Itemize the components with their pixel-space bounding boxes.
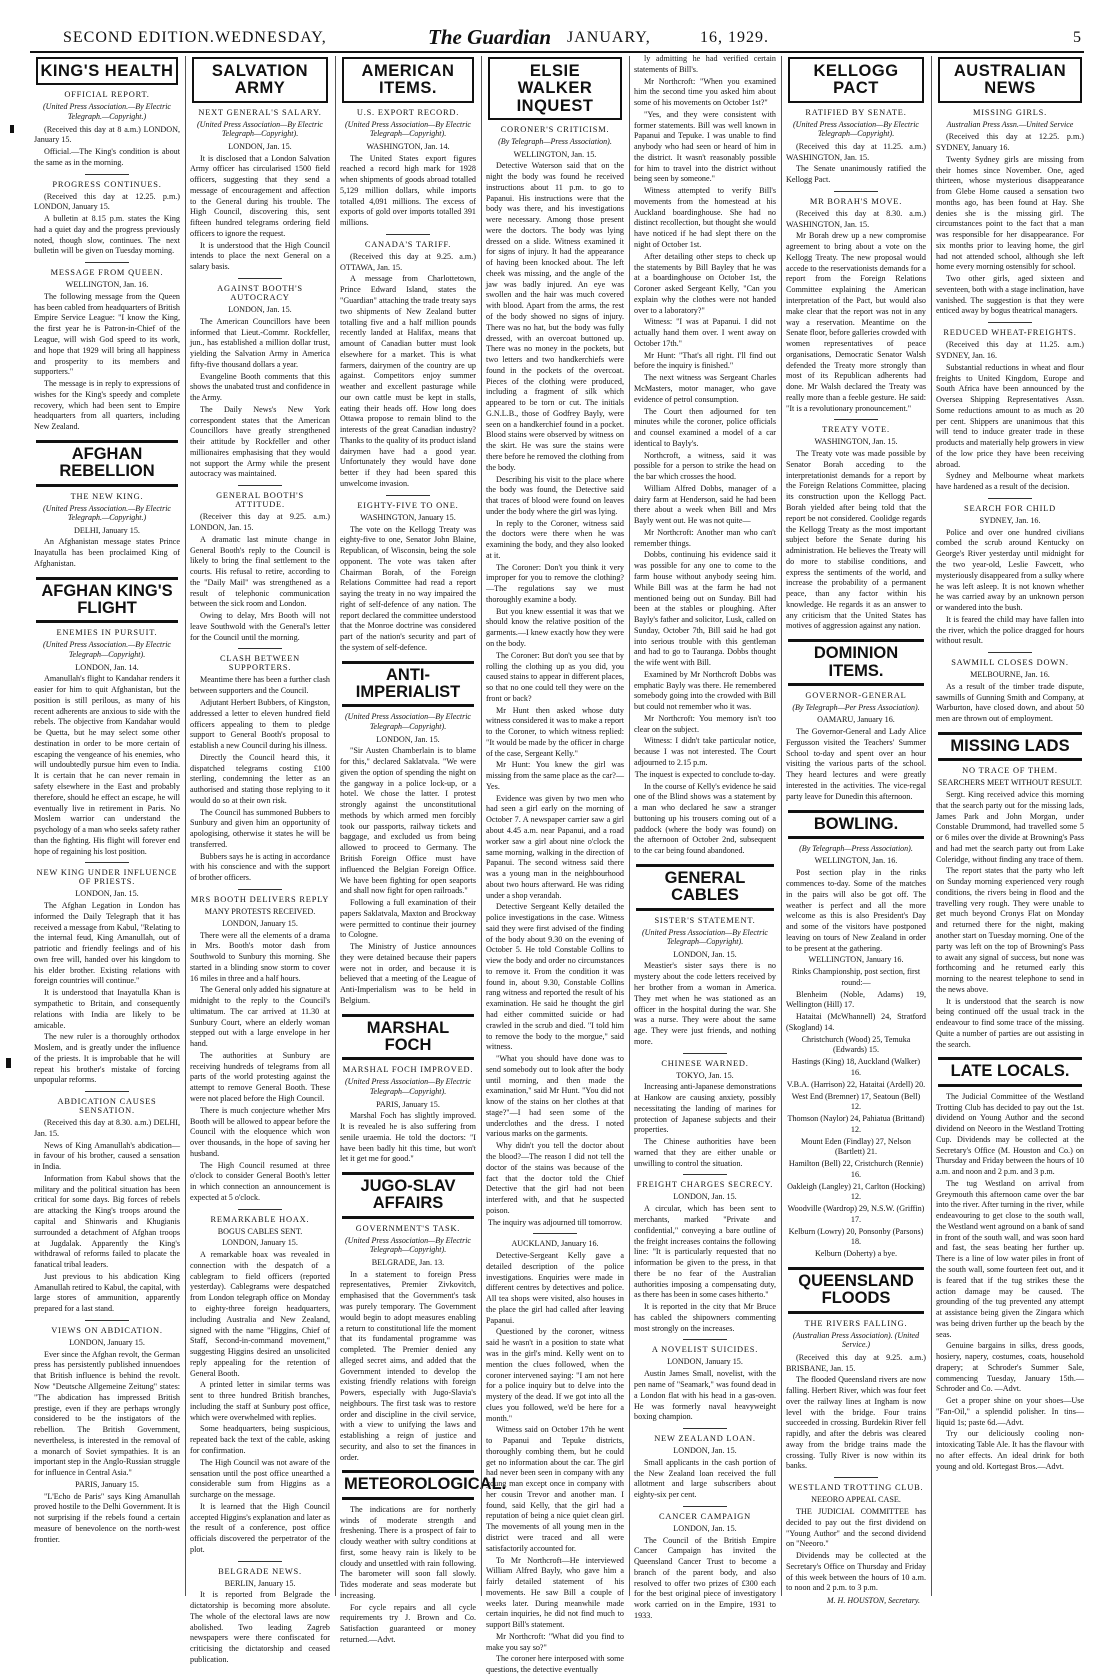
section-headline: BOWLING. <box>788 810 924 839</box>
article-paragraph: Sergt. King received advice this morning that the search party out for the missing lads, James Park and John Morgan, under Constable Drummond, had travelled some 5 or 6 miles over the divide at Browning's Pass and had met the search party out from Lake Coleridge, without finding any trace of them. <box>936 790 1084 864</box>
section-subheading: SAWMILL CLOSES DOWN. <box>951 658 1069 668</box>
article-paragraph: The Treaty vote was made possible by Senator Borah acceding to the interpretationist demands for a report by the Foreign Relations Committee, placing its construction upon the Kellogg Pact. Borah yielded after being told that the report be not considered. Coolidge regards the Kellogg Treaty as the most important subject before the Senate during his administration. He believes the Treaty will do more to stabilise conditions, and express the sentiments of the world, and increase the probability of a permanent peace, than any factor within his knowledge. He regards it as an answer to any criticism that the United States has motives of aggression against any nation. <box>786 449 926 631</box>
news-column <box>782 54 930 1606</box>
article-paragraph: (Received this day at 9.25. a.m.) BRISBANE, Jan. 15. <box>786 1352 926 1373</box>
dateline: LONDON, Jan. 15. <box>673 1523 737 1533</box>
section-subheading: MRS BOOTH DELIVERS REPLY <box>190 894 330 904</box>
wire-credit: (United Press Association.—By Electric Telegraph.—Copyright.) <box>43 102 171 121</box>
article-paragraph: Examined by Mr Northcroft Dobbs was emphatic Bayly was there. He remembered somebody going into the crowded with Bill but could not remember who it was. <box>634 669 776 712</box>
article-paragraph: The Court then adjourned for ten minutes while the coroner, police officials and counsel examined a model of a car identical to Bayly's. <box>634 406 776 448</box>
wire-credit: (United Press Association—By Electric Telegraph—Copyright). <box>345 119 471 139</box>
article-paragraph: Amanullah's flight to Kandahar renders it easier for him to quit Afghanistan, but the position is still perilous, as many of his recent adherents are anxious to side with the rebels. The objective from Kandahar would be Quetta, but he may select some other destination in order to be more certain of escaping the vengeance of his enemies, who will undoubtedly pursue him even to India. It is certain that he can never remain in safety elsewhere in the East and probably therefore, should he effect an escape, he will eventually live in retirement in Paris. No Moslem warrior can understand the psychology of a man who seeks safety rather than the fighting. His flight will forever end hope of regaining his lost position. <box>34 674 180 856</box>
article-paragraph: Mr Hunt: "That's all right. I'll find out before the inquiry is finished." <box>634 350 776 371</box>
article-paragraph: (Received this day at 11.25. a.m.) SYDNEY, Jan. 16. <box>936 340 1084 360</box>
section-subheading: THE RIVERS FALLING. <box>804 1318 908 1328</box>
section-subheading: NEW KING UNDER INFLUENCE OF PRIESTS. <box>36 868 178 887</box>
article-paragraph: In reply to the Coroner, witness said the doctors were there when he was examining the body, and they also looked at it. <box>486 518 624 560</box>
article-paragraph: Detective Sergeant Kelly detailed the police investigations in the case. Witness said they were first advised of the finding of the body about 9.30 on the evening of October 5. He told Constable Collins to view the body and order no circumstances to remove it. From the condition it was found in, about 9.30, Constable Collins rang witness and reported the result of his examination. He said he thought the girl had either committed suicide or had crawled in the scrub and died. "I told him to remove the body to the morgue," said witness. <box>486 902 624 1052</box>
article-paragraph: Two other girls, aged sixteen and seventeen, both with a stage inclination, have vanished. The suggestion is that they were enticed away by bogus theatrical managers. <box>936 274 1084 316</box>
section-subheading: VIEWS ON ABDICATION. <box>51 1325 163 1335</box>
dateline: LONDON, Jan. 15. <box>376 734 440 744</box>
wire-credit: Australian Press Assn.—United Service <box>946 119 1074 129</box>
section-headline: AFGHAN REBELLION <box>36 440 178 487</box>
article-paragraph: It is understood that Inayatulla Khan is sympathetic to Britain, and consequently relations with India are likely to be amicable. <box>34 988 180 1030</box>
article-paragraph: Blenheim (Noble, Adams) 19, Wellington (Hill) 17. <box>786 989 926 1010</box>
dateline: NEEORO APPEAL CASE. <box>811 1495 901 1505</box>
article-paragraph: Just previous to his abdication King Amanullah retired to Kabul, the capital, with large stores of ammunition, apparently prepared for a last stand. <box>34 1271 180 1314</box>
section-divider <box>683 1339 727 1340</box>
section-subheading: EIGHTY-FIVE TO ONE. <box>357 500 459 510</box>
article-paragraph: Information from Kabul shows that the military and the political situation has been critical for some days. Big forces of rebels are attacking the King's troops around the capital and Shinwaris and Khugianis surrounded a detachment of Afghan troops at Jugdalak. Apparently the King's withdrawal of reforms failed to placate the fanatical tribal leaders. <box>34 1173 180 1270</box>
wire-credit: (United Press Association—By Electric Telegraph—Copyright). <box>793 119 919 139</box>
article-paragraph: Official.—The King's condition is about the same as in the morning. <box>34 147 180 167</box>
article-paragraph: Witness said on October 17th he went to Papanui and Tepuke districts, thoroughly combing them, but he could get no information about the car. The girl had never been seen in company with any young man except once in company with her cousin Trevor and another man. I found, said Kelly, that the girl had a reputation of being a nice quiet clean girl. The movements of all young men in the district were traced and all were satisfactorily accounted for. <box>486 1425 624 1553</box>
dateline: Hamilton (Bell) 22, Cristchurch (Rennie) 16. <box>788 1159 924 1179</box>
article-paragraph: As a result of the timber trade dispute, sawmills of Gunning Smith and Company, at Warburton, have closed down, and about 50 men are thrown out of employment. <box>936 681 1084 724</box>
article-paragraph: Mr Northcroft: "When you examined him the second time you asked him about some of his movements on October 1st?" <box>634 76 776 108</box>
article-paragraph: Get a proper shine on your shoes—Use "Fan-Oil," a splendid polisher. In tins—liquid 1s; paste 6d.—Advt. <box>936 1396 1084 1427</box>
dateline: WASHINGTON, January 15. <box>360 512 456 522</box>
article-paragraph: An Afghanistan message states Prince Inayatulla has been proclaimed King of Afghanistan. <box>34 537 180 568</box>
article-paragraph: Mr Hunt: You knew the girl was missing from the same place as the car?—Yes. <box>486 760 624 791</box>
article-paragraph: For cycle repairs and all cycle requirements try J. Brown and Co. Satisfaction guaranteed or money returned.—Advt. <box>340 1602 476 1644</box>
dateline: LONDON, January 15. <box>69 1337 145 1347</box>
dateline: MANY PROTESTS RECEIVED. <box>204 906 316 916</box>
section-subheading: MISSING GIRLS. <box>972 107 1048 117</box>
dateline: Hastings (King) 18, Auckland (Walker) 16. <box>791 1057 921 1077</box>
section-subheading: CORONER'S CRITICISM. <box>500 124 610 134</box>
article-paragraph: Ever since the Afghan revolt, the German press has persistently published innuendoes that British influence is behind the revolt. Now "Deutsche Allgemeine Zeitung" states: "The abdication has impressed British prestige, even if they are perhaps wrongly considered to be the instigators of the rebellion. The British Government, nevertheless, is interested in the removal of a monarch of Soviet sympathies. It is an important step in the Anglo-Russian struggle for influence in Central Asia." <box>34 1349 180 1478</box>
article-paragraph: The following message from the Queen has been cabled from headquarters of British Empire Service League: "I know the King, the first year he is Patron-in-Chief of the League, will wish God speed to its work, and hope that 1929 will bring all happiness and prosperity to its members and supporters." <box>34 291 180 377</box>
article-paragraph: The message is in reply to expressions of wishes for the King's speedy and complete recovery, which had been sent to Empire headquarters from all quarters, including New Zealand. <box>34 379 180 432</box>
section-headline: DOMINION ITEMS. <box>788 639 924 686</box>
section-divider <box>683 1506 727 1507</box>
article-paragraph: Northcroft, a witness, said it was possible for a person to strike the head on the bar which crosses the hood. <box>634 450 776 482</box>
section-subheading: NO TRACE OF THEM. <box>962 766 1058 776</box>
month-label: JANUARY, <box>567 29 651 46</box>
section-subheading: REDUCED WHEAT-FREIGHTS. <box>943 328 1077 338</box>
dateline: OAMARU, January 16. <box>817 715 895 725</box>
dateline: PARIS, January 15. <box>376 1099 440 1109</box>
article-paragraph: The indications are for northerly winds of moderate strength and freshening. There is a prospect of fair to cloudy weather with sultry conditions at first, some heavy rain is likely to be cloudy and unsettled with rain following. The barometer will soon fall slowly. Tides moderate and seas moderate but increasing. <box>340 1504 476 1600</box>
article-paragraph: "Yes, and they were consistent with former statements. Bill was well known in Papanui and Tepuke. I was unable to find anybody who had seen or heard of him in the district. It wasn't reasonably possible for him to travel into the district without being seen by someone." <box>634 109 776 184</box>
news-column <box>482 54 628 1675</box>
section-headline: JUGO-SLAV AFFAIRS <box>342 1172 474 1219</box>
article-paragraph: It is understood that the search is now being continued off the usual track in the endeavour to find some trace of the missing. Quite a number of parties are out assisting in the search. <box>936 996 1084 1049</box>
article-paragraph: Witness: I didn't take particular notice, because I was not interested. The Court adjourned to 2.15 p.m. <box>634 736 776 767</box>
article-paragraph: Increasing anti-Japanese demonstrations at Hankow are causing anxiety, possibly necessitating the landing of marines for protection of Japanese subjects and their properties. <box>634 1082 776 1135</box>
article-paragraph: Owing to delay, Mrs Booth will not leave Southwold with the General's letter for the Council until the morning. <box>190 611 330 642</box>
article-paragraph: The Governor-General and Lady Alice Fergusson visited the Teachers' Summer School to-day and spent over an hour visiting the various parts of the school. They heard lectures and were greatly interested in the activities. The vice-regal party leave for Dunedin this afternoon. <box>786 727 926 801</box>
article-paragraph: Evidence was given by two men who had seen a girl early on the morning of October 7. A newspaper carrier saw a girl about 4.45 a.m. near Papanui, and a road worker saw a girl about nine o'clock the same morning, walking in the direction of Papanui. The second witness said there was a young man in the neighbourhood about two hours afterward. He was riding under a shop verandah. <box>486 793 624 900</box>
article-paragraph: Dividends may be collected at the Secretary's Office on Thursday and Friday of this week between the hours of 10 a.m. to noon and 2 p.m. to 3 p.m. <box>786 1551 926 1593</box>
section-subheading: GOVERNMENT'S TASK. <box>355 1223 461 1233</box>
article-paragraph: To Mr Northcroft—He interviewed William Alfred Bayly, who gave him a fairly detailed statement of his movements. He saw Bill a couple of weeks later. During meanwhile made certain inquiries, he did not find much to support Bill's statement. <box>486 1555 624 1630</box>
dateline: The inquiry was adjourned till tomorrow. <box>488 1217 622 1227</box>
dateline: Rinks Championship, post section, first round:— <box>791 967 921 987</box>
section-headline: MARSHAL FOCH <box>342 1014 474 1061</box>
dateline: LONDON, January 15. <box>667 1357 743 1367</box>
section-divider <box>85 1091 129 1092</box>
article-paragraph: The Council of the British Empire Cancer Campaign has invited the Queensland Cancer Trust to become a branch of the parent body, and also resolved to offer two prizes of £300 each for the best original piece of investigatory work carried on in the Empire, 1931 to 1933. <box>634 1535 776 1620</box>
section-subheading: THE NEW KING. <box>70 491 144 501</box>
article-paragraph: It is reported in the city that Mr Bruce has cabled the shipowners commenting most strongly on the increases. <box>634 1302 776 1333</box>
section-divider <box>238 1209 282 1210</box>
section-divider <box>988 322 1032 323</box>
dateline: WELLINGTON, Jan. 15. <box>513 149 597 159</box>
section-subheading: REMARKABLE HOAX. <box>210 1214 310 1224</box>
article-paragraph: The Council has summoned Bubbers to Sunbury and given him an opportunity of apologising, otherwise it states he will be transferred. <box>190 807 330 849</box>
article-paragraph: (Received this day at 11.25. a.m.) WASHINGTON, Jan. 15. <box>786 141 926 162</box>
column-rule <box>931 56 932 1596</box>
news-column <box>932 54 1088 1600</box>
article-paragraph: Mr Northcroft: Another man who can't remember things. <box>634 527 776 548</box>
section-divider <box>683 1053 727 1054</box>
article-paragraph: The High Council resumed at three o'clock to consider General Booth's letter in which connection an announcement is expected at 5 o'clock. <box>190 1160 330 1202</box>
section-subheading: MESSAGE FROM QUEEN. <box>50 268 164 278</box>
dateline: SEARCHERS MEET WITHOUT RESULT. <box>937 778 1082 788</box>
section-headline: AMERICAN ITEMS. <box>342 57 474 103</box>
article-paragraph: Bubbers says he is acting in accordance with his conscience and with the support of brother officers. <box>190 851 330 883</box>
wire-credit: (United Press Association—By Electric Telegraph—Copyright). <box>345 1235 471 1255</box>
article-paragraph: Police and over one hundred civilians combed the scrub around Kentucky on George's River yesterday until midnight for the two year-old, Leslie Fawcett, who mysteriously disappeared from a sulky where he was left asleep. It is not known whether he was carried away by an unknown person or wandered into the bush. <box>936 527 1084 613</box>
section-subheading: WESTLAND TROTTING CLUB. <box>788 1483 924 1493</box>
dateline: V.B.A. (Harrison) 22, Hataitai (Ardell) 20. <box>786 1079 926 1089</box>
section-subheading: ABDICATION CAUSES SENSATION. <box>57 1097 157 1116</box>
section-divider <box>533 1233 577 1234</box>
dateline: LONDON, Jan. 15. <box>673 1192 737 1202</box>
section-divider <box>386 495 430 496</box>
dateline: TOKYO, Jan. 15. <box>676 1070 734 1080</box>
article-paragraph: There were all the elements of a drama in Mrs. Booth's motor dash from Southwold to Sunbury this morning. She started in a blinding snow storm to cover 16 miles in three and a half hours. <box>190 930 330 983</box>
article-paragraph: The vote on the Kellogg Treaty was eighty-five to one, Senator John Blaine, Republican, of Wisconsin, being the sole opponent. The vote was taken after Chairman Borah, of the Foreign Relations Committee had read a report saying the treaty in no way impaired the right of self-defence of any nation. The report declared the committee understood that the Monroe doctrine was considered part of the nation's security and part of the system of self-defence. <box>340 524 476 652</box>
section-subheading: CLASH BETWEEN SUPPORTERS. <box>220 654 300 673</box>
article-paragraph: (Received this day at 12.25. p.m.) LONDON, January 15. <box>34 191 180 212</box>
article-paragraph: Austin James Small, novelist, with the pen name of "Seamark," was found dead in a London flat with his head in a gas-oven. He was formerly naval heavyweight boxing champion. <box>634 1369 776 1422</box>
masthead <box>0 0 1114 50</box>
article-paragraph: Mr Borah drew up a new compromise agreement to bring about a vote on the Kellogg Treaty. The new proposal would accede to the reservationists demands for a report from the Foreign Relations Committee explaining the American interpretation of the Pact, but would also make clear that the report was not in any way a reservation. Meantime on the Senate floor, before galleries crowded with women representatives of peace organisations, Democratic Senator Walsh defended the Treaty more strongly than most of its Republican adherents had done. Mr Walsh declared the Treaty was really more than a feeble gesture. He said: "It is a revolutionary pronouncement." <box>786 231 927 413</box>
dateline: LONDON, January 15. <box>222 918 298 928</box>
section-subheading: NEW ZEALAND LOAN. <box>654 1434 756 1444</box>
wire-credit: (United Press Association.—By Electric Telegraph—Copyright). <box>43 640 171 659</box>
dateline: Thomson (Naylor) 24, Pahiatua (Brittand) 12. <box>787 1114 925 1134</box>
dateline: BOGUS CABLES SENT. <box>217 1226 303 1236</box>
article-paragraph: The Senate unanimously ratified the Kellogg Pact. <box>786 164 926 185</box>
section-divider <box>85 1320 129 1321</box>
dateline: LONDON, Jan. 15. <box>75 889 139 899</box>
dateline: LONDON, Jan. 14. <box>75 662 139 672</box>
article-paragraph: It is understood that the High Council intends to place the next General on a salary basis. <box>190 240 330 272</box>
article-paragraph: The authorities at Sunbury are receiving hundreds of telegrams from all parts of the world protesting against the attempt to remove General Booth. These were not placed before the High Council. <box>190 1050 330 1103</box>
article-paragraph: Hataitai (McWhannell) 24, Stratford (Skogland) 14. <box>786 1012 926 1032</box>
article-paragraph: Witness: "I was at Papanui. I did not actually hand them over. I went away on October 17th." <box>634 317 776 348</box>
article-paragraph: Post section play in the rinks commences to-day. Some of the matches in the pairs will also be got off. The weather is perfect and all the more welcome as this is also President's Day and some of the visitors have postponed leaving on tours of New Zealand in order to be present at the gathering. <box>786 868 926 953</box>
article-paragraph: But you knew essential it was that we should know the relative position of the garments.—I knew exactly how they were on the body. <box>486 606 624 648</box>
article-paragraph: Mr Northcroft: "What did you find to make you say so?" <box>486 1631 624 1652</box>
column-rule <box>781 56 782 1596</box>
article-paragraph: The Daily News's New York correspondent states that the American Councillors have greatly strengthened their attitude by Rockfeller and other millionaires emphasising that they would not support the Army while the present autocracy was maintained. <box>190 404 330 479</box>
article-paragraph: It is reported from Belgrade the dictatorship is becoming more absolute. The whole of the electoral laws are now abolished. Two leading Zagreb newspapers were there confiscated for criticising the dictatorship and ceased publication. <box>190 1590 330 1664</box>
dateline: LONDON, Jan. 15. <box>228 141 292 151</box>
section-subheading: CANADA'S TARIFF. <box>364 239 452 249</box>
article-paragraph: Following a full examination of their papers Saklatvala, Maxton and Brockway were permitted to continue their journey to Cologne. <box>340 898 476 940</box>
article-paragraph: The United States export figures reached a record high mark for 1928 when shipments of goods abroad totalled 5,129 million dollars, while imports totalled 4,091 millions. The excess of exports of gold over imports totalled 391 millions. <box>340 153 476 228</box>
section-headline: AUSTRALIAN NEWS <box>938 57 1082 103</box>
article-paragraph: The next witness was Sergeant Charles McMasters, motor manager, who gave evidence of petrol consumption. <box>634 373 776 404</box>
article-paragraph: The American Councillors have been informed that Lieut.-Commr. Rockfeller, jun., has established a million dollar trust, yielding the Salvation Army in America fifty-five thousand dollars a year. <box>190 316 330 369</box>
wire-credit: (United Press Association—By Electric Telegraph—Copyright). <box>345 712 471 731</box>
article-paragraph: Meastier's sister says there is no mystery about the code letters received by her brother from a woman in America. They met when he was stationed as an officer in the hospital during the war. She was a nurse. They were about the same age. They were just friends, and nothing more. <box>634 961 776 1046</box>
article-paragraph: A remarkable hoax was revealed in connection with the despatch of a cablegram to field officers (reported yesterday). Cablegrams were despatched from London telegraph office on Monday to eighty-three foreign headquarters, including Australia and New Zealand, signed with the name "Higgins, Chief of Staff, Second-in-command movement," suggesting Higgins desired an unsolicited reply appealing for the retention of General Booth. <box>190 1250 330 1378</box>
news-column <box>30 54 184 1600</box>
dateline: WELLINGTON, Jan. 16. <box>65 280 149 290</box>
section-subheading: GENERAL BOOTH'S ATTITUDE. <box>216 491 304 510</box>
dateline: WASHINGTON, Jan. 14. <box>366 141 450 151</box>
column-rule <box>629 56 630 1596</box>
section-divider <box>238 485 282 486</box>
article-paragraph: It is learned that the High Council accepted Higgins's explanation and later as the result of a conference, post office officials discovered the perpetrator of the plot. <box>190 1501 330 1554</box>
article-paragraph: It is disclosed that a London Salvation Army officer has circularised 1500 field officers, suggesting that they send a message of encouragement and affection to the General during his trouble. The High Council, discovering this, sent fifteen hundred telegrams ordering field officers to ignore the request. <box>190 153 330 238</box>
article-paragraph: Meantime there has been a further clash between supporters and the Council. <box>190 675 330 696</box>
article-paragraph: Mr Northcroft: You memory isn't too clear on the subject. <box>634 713 776 734</box>
dateline: DELHI, January 15. <box>74 525 140 535</box>
article-paragraph: The Afghan Legation in London has informed the Daily Telegraph that it has received a message from Kabul, "Relating to the internal feud, King Amanullah, out of patriotic and friendly feelings and of his own free will, handed over his kingdom to his elder brother. Existing relations with foreign countries will continue." <box>34 901 180 986</box>
article-paragraph: Witness attempted to verify Bill's movements from the homestead at his Auckland boardinghouse. She had no distinct recollection, but thought she would have noticed if he had slept there on the night of October 1st. <box>634 186 776 250</box>
margin-mark <box>6 1058 11 1068</box>
article-paragraph: It is feared the child may have fallen into the river, which the police dragged for hours without result. <box>936 614 1084 646</box>
section-subheading: NEXT GENERAL'S SALARY. <box>198 107 322 117</box>
wire-credit: (Australian Press Association). (United Service.) <box>792 1330 920 1350</box>
dateline: Christchurch (Wood) 25, Temuka (Edwards) 15. <box>801 1034 911 1055</box>
article-paragraph: After detailing other steps to check up the statements by Bill Bayley that he was at a boardinghouse on October 1st, the Coroner asked Sergeant Kelly, "Can you explain why the clothes were not handed over to a laboratory?" <box>634 251 776 315</box>
wire-credit: (United Press Association.—By Electric Telegraph.—Copyright.) <box>43 503 171 523</box>
section-divider <box>834 1477 878 1478</box>
article-paragraph: News of King Amanullah's abdication—in favour of his brother, caused a sensation in India. <box>34 1140 180 1172</box>
article-paragraph: The General only added his signature at midnight to the reply to the Council's ultimatum. The car arrived at 11.30 at Sunbury Court, where an elderly woman stepped out with a large envelope in her hand. <box>190 985 330 1049</box>
dateline: PARIS, January 15. <box>75 1479 139 1489</box>
dateline: Kelburn (Doherty) a bye. <box>814 1249 898 1259</box>
article-paragraph: (Receiver this day at 9.25. a.m.) LONDON, Jan. 15. <box>190 512 330 533</box>
article-paragraph: Try our deliciously cooling non-intoxicating Table Ale. It has the flavour with no after effects. An ideal drink for both young and old. Kortegast Bros.—Advt. <box>936 1429 1084 1471</box>
section-divider <box>238 1561 282 1562</box>
section-divider <box>834 419 878 420</box>
section-subheading: GOVERNOR-GENERAL <box>805 690 907 700</box>
article-paragraph: Mr Hunt then asked whose duty witness considered it was to make a report to the Coroner, to which witness replied: "It would be made by the officer in charge of the case, Sergeant Kelly." <box>486 705 624 758</box>
section-divider <box>683 1428 727 1429</box>
section-subheading: MARSHAL FOCH IMPROVED. <box>342 1065 474 1075</box>
wire-credit: (By Telegraph—Per Press Association). <box>792 702 920 712</box>
article-paragraph: Why didn't you tell the doctor about the blood?—The reason I did not tell the doctor of the stains was because of the fact that the doctor told the Chief Detective that the girl had not been interfered with, and that he suspected poison. <box>486 1141 624 1215</box>
article-paragraph: William Alfred Dobbs, manager of a dairy farm at Henderson, said he had been there about a week when Bill and Mrs Bayly went out. He was not quite— <box>634 483 776 526</box>
article-paragraph: The report states that the party who left on Sunday morning experienced very rough conditions, the rivers being in flood and the travelling very rough. They were unable to get much beyond Cronys Flat on Monday and returned there for the night, making another start on Tuesday morning. One of the party was left on the top of Browning's Pass to await any signal of success, but none was forthcoming and he returned early this morning to the nearest telephone to send in the news above. <box>936 866 1084 994</box>
article-paragraph: Substantial reductions in wheat and flour freights to United Kingdom, Europe and South Africa have been announced by the Oversea Shipping Representatives Assn. Some reductions amount to as much as 20 per cent. Shippers are unanimous that this will tend to induce greater trade in these products and materially help growers in view of the low price they have been receiving abroad. <box>936 362 1084 469</box>
article-paragraph: A message from Charlottetown, Prince Edward Island, states the "Guardian" attaching the trade treaty says two shipments of New Zealand butter totalling five and a half million pounds recently landed at Halifax, means that amount of Canadian butter must look elsewhere for a market. This is what farmers, dairymen of the country are up against. Competitors enjoy summer weather and excellent pasturage while our own cattle must be kept in stalls, eating their heads off. How long does Ottawa propose to remain blind to the interests of the great Canadian industry? Thanks to the quality of its product island dairymen have had a good year. Unfortunately they would have done better if they had been spared this unwelcome invasion. <box>340 274 476 489</box>
section-headline: ANTI-IMPERIALIST <box>342 661 474 708</box>
dateline: Oakleigh (Langley) 21, Carlton (Hocking) 12. <box>787 1181 925 1202</box>
dateline: AUCKLAND, January 16. <box>511 1239 599 1249</box>
section-headline: ELSIE WALKER INQUEST <box>488 57 622 120</box>
dateline: MELBOURNE, Jan. 16. <box>970 670 1050 680</box>
article-paragraph: Detective-Sergeant Kelly gave a detailed description of the police investigations. Enquiries were made in different centres by detectives and police. All tea shops were visited, also houses in the place the girl had called after leaving Papanui. <box>486 1251 624 1325</box>
dateline: LONDON, Jan. 15. <box>673 1446 737 1456</box>
edition-label: SECOND EDITION. <box>63 29 215 46</box>
wire-credit: (By Telegraph—Press Association). <box>799 843 913 853</box>
dateline: Kelburn (Lowry) 20, Ponsonby (Parsons) 18. <box>788 1226 924 1247</box>
section-subheading: SEARCH FOR CHILD <box>964 503 1056 513</box>
article-paragraph: ly admitting he had verified certain statements of Bill's. <box>634 54 776 74</box>
article-paragraph: The flooded Queensland rivers are now falling. Herbert River, which was four feet over the railway lines at Ingham is now level with the bridge. Four trains succeeded in crossing. Burdekin River fell rapidly, and after the debris was cleared away from the bridge trains made the crossing. Tully River is now within its banks. <box>786 1375 926 1471</box>
page-number: 5 <box>1073 29 1082 46</box>
article-paragraph: (Received this day at 8.30. a.m.) DELHI, Jan. 15. <box>34 1118 180 1138</box>
article-paragraph: A bulletin at 8.15 p.m. states the King had a quiet day and the progress previously noted, though slow, continues. The next bulletin will be given on Tuesday morning. <box>34 214 180 256</box>
article-paragraph: Evangeline Booth comments that this shows the unabated trust and confidence in the Army. <box>190 371 330 403</box>
masthead-rule <box>30 51 1084 53</box>
article-paragraph: The Judicial Committee of the Westland Trotting Club has decided to pay out the 1st. dividend on Young Author and the second dividend on Neeoro in the Westland Trotting Cup. Dividends may be collected at the Secretary's Office (M. Houston and Co.) on Thursday and Friday between the hours of 10 a.m. and noon and 2 p.m. and 3 p.m. <box>936 1091 1084 1177</box>
article-paragraph: The Coroner: But don't you see that by rolling the clothing up as you did, you caused stains to appear in different places, so that no one could tell they were on the front or back? <box>486 650 624 703</box>
section-subheading: SISTER'S STATEMENT. <box>654 915 756 925</box>
dateline: LONDON, January 15. <box>222 1238 298 1248</box>
article-paragraph: "L'Echo de Paris" says King Amanullah proved hostile to the Delhi Government. It is not surprising if the rebels found a certain measure of benevolence on the north-west frontier. <box>34 1491 180 1544</box>
date-label: 16, 1929. <box>700 29 769 46</box>
article-paragraph: "What you should have done was to send somebody out to look after the body until morning, and then made the examination," said Mr Hunt. "You did not know of the stains on her clothes at that stage?"—I had seen some of the underclothes and the dress. I noted various marks on the garments. <box>486 1054 624 1139</box>
wire-credit: (United Press Association—By Electric Telegraph—Copyright). <box>642 927 768 947</box>
section-divider <box>85 862 129 863</box>
section-subheading: MR BORAH'S MOVE. <box>809 196 903 206</box>
section-subheading: CHINESE WARNED. <box>661 1058 749 1068</box>
article-paragraph: The coroner here interposed with some questions, the detective eventually <box>486 1654 624 1675</box>
news-column <box>336 54 507 1644</box>
article-paragraph: Questioned by the coroner, witness said he wasn't in a position to state what was in the girl's mind. Kelly went on to mention the clues followed, when the coroner intervened saying: "I am not here for a police inquiry but to delve into the mystery of the dead. If we got into all the clues you followed, we'd be here for a month." <box>486 1327 624 1423</box>
article-paragraph: THE JUDICIAL COMMITTEE has decided to pay out the first dividend on "Young Author" and the second dividend on "Neeoro." <box>786 1507 926 1549</box>
section-headline: AFGHAN KING'S FLIGHT <box>36 577 178 624</box>
section-divider <box>386 234 430 235</box>
newspaper-title: The Guardian <box>428 25 552 49</box>
section-subheading: U.S. EXPORT RECORD. <box>356 107 460 117</box>
section-divider <box>238 648 282 649</box>
section-divider <box>834 191 878 192</box>
section-divider <box>85 174 129 175</box>
article-paragraph: The tug Westland on arrival from Greymouth this afternoon came over the bar into the river. After turning in the river, while endeavouring to get close to the south wall, the Westland went aground on a bank of sand in front of the south wall, and was soon hard and fast, the seas beating her further up. There is a line of low water piles in front of the south wall, some fourteen feet out, and it is feared that if the tug strikes these the action damage may be caused. The grounding of the tug prevented any attempt at assistance being given the Zingara which was being driven further up the beach by the seas. <box>936 1178 1084 1339</box>
article-paragraph: A circular, which has been sent to merchants, marked "Private and confidential," conveying a bare outline of the freight increases contains the following line: "It is particularly requested that no information be given to the press, in that there be no fear of the Australian authorities imposing a compensating duty, as there has been in some cases hitherto." <box>634 1204 776 1300</box>
section-subheading: RATIFIED BY SENATE. <box>805 107 907 117</box>
wire-credit: (United Press Association—By Electric Telegraph—Copyright). <box>345 1077 471 1096</box>
column-rule <box>335 56 336 1596</box>
signature-line: M. H. HOUSTON, Secretary. <box>826 1596 920 1606</box>
article-paragraph: The Ministry of Justice announces they were detained because their papers were not in order, and because it is believed that a meeting of the League of Anti-Imperialism was to be held in Belgium. <box>340 942 476 1005</box>
column-rule <box>481 56 482 1596</box>
article-paragraph: The new ruler is a thoroughly orthodox Moslem, and is greatly under the influence of the priests. It is improbable that he will repeat his brother's mistake of forcing unpopular reforms. <box>34 1032 180 1085</box>
article-paragraph: Dobbs, continuing his evidence said it was possible for any one to come to the farm house without anybody seeing him. While Bill was at the farm he had not mentioned being out on Sunday. Bill had been at the stables or ploughing. After Bayly's father and solicitor, Lusk, called on Sunday, October 7th, Bill said he had got into serious trouble with this gentleman and had to go to Tauranga. Dobbs thought the wife went with Bill. <box>634 550 776 668</box>
wire-credit: (United Press Association—By Electric Telegraph—Copyright). <box>197 119 323 139</box>
dateline: LONDON, Jan. 15. <box>673 949 737 959</box>
article-paragraph: The Chinese authorities have been warned that they are either unable or unwilling to control the situation. <box>634 1137 776 1168</box>
section-subheading: PROGRESS CONTINUES. <box>52 179 162 189</box>
section-divider <box>238 889 282 890</box>
article-paragraph: (Received this day at 12.25. p.m.) SYDNEY, January 16. <box>936 132 1084 152</box>
day-label: WEDNESDAY, <box>215 29 327 46</box>
section-subheading: CANCER CAMPAIGN <box>659 1511 751 1521</box>
article-paragraph: Marshal Foch has slightly improved. It is revealed he is also suffering from senile uraemia. He told the doctors: "I have been badly hit this time, but won't let it get me for good." <box>340 1111 476 1164</box>
article-paragraph: Twenty Sydney girls are missing from their homes since November. One, aged thirteen, whose mysterious disappearance from Glebe Home caused a sensation two months ago, has been found at Hay. She denies she is the missing girl. The circumstances point to the fact that a man was responsible for her disappearance. For six months prior to leaving home, the girl had not attended school, although she left home every morning ostensibly for school. <box>936 154 1084 272</box>
dateline: Mount Eden (Findlay) 27, Nelson (Bartlett) 21. <box>801 1136 911 1157</box>
section-subheading: BELGRADE NEWS. <box>218 1566 302 1576</box>
dateline: The inquest is expected to conclude to-day. <box>634 769 776 779</box>
article-paragraph: Directly the Council heard this, it dispatched telegrams costing £100 sterling, condemning the letter as an authorised and stating those replying to it would do so at their own risk. <box>190 752 330 805</box>
article-paragraph: In the course of Kelly's evidence he said one of the Blind shows was a statement by a man who declared he saw a stranger buttoning up his trousers coming out of a paddock (where the body was found) on the afternoon of October 2nd, subsequent to the car being found abandoned. <box>634 781 776 856</box>
news-column <box>186 54 334 1664</box>
article-paragraph: Small applicants in the cash portion of the New Zealand loan received the full allotment and large subscribers about eighty-six per cent. <box>634 1457 776 1500</box>
section-headline: QUEENSLAND FLOODS <box>788 1267 924 1314</box>
section-divider <box>988 498 1032 499</box>
section-subheading: A NOVELIST SUICIDES. <box>651 1345 759 1355</box>
section-divider <box>238 278 282 279</box>
section-headline: METEOROLOGICAL. <box>342 1470 474 1499</box>
section-subheading: ENEMIES IN PURSUIT. <box>56 628 158 638</box>
section-headline: KELLOGG PACT <box>788 57 924 103</box>
article-paragraph: Some headquarters, being suspicious, repeated back the text of the cable, asking for confirmation. <box>190 1424 330 1455</box>
section-headline: KING'S HEALTH <box>36 57 178 85</box>
article-paragraph: The High Council was not aware of the sensation until the post office unearthed a considerable sum from Higgins as a surcharge on the message. <box>190 1457 330 1500</box>
section-divider <box>988 652 1032 653</box>
article-paragraph: In a statement to foreign Press representatives, Premier Zivkovitch, emphasised that the Government's task was purely temporary. The Government would begin to adopt measures enabling a return to constitutional life the moment that its fundamental programme was completed. The Premier denied any alleged secret aims, and added that the Government intended to develop the existing friendly relations with foreign Powers, especially with Jugo-Slavia's neighbours. The first task was to restore order and discipline in the civil service, with a view to unifying the laws and establishing a reign of justice and security, and also to set the finances in order. <box>340 1269 476 1462</box>
section-subheading: TREATY VOTE. <box>822 425 890 435</box>
dateline: WELLINGTON, January 16. <box>808 955 904 965</box>
article-paragraph: (Received this day at 8 a.m.) LONDON, January 15. <box>34 124 180 145</box>
article-paragraph: "Sir Austen Chamberlain is to blame for this," declared Saklatvala. "We were given the option of spending the night on the gangway in a police lock-up, or a hotel. We chose the latter. I protest strongly against the unconstitutional methods by which armed men forcibly took our passports, railway tickets and baggage, and excluded us from being allowed to proceed to Germany. The British Foreign Office must have influenced the Belgian Foreign Office. We have been fighting for open seaports and shall now fight for open railroads." <box>340 746 476 896</box>
dateline: Woodville (Wardrop) 29, N.S.W. (Griffin) 17. <box>787 1204 925 1224</box>
dateline: West End (Bremner) 17, Seatoun (Bell) 12. <box>791 1091 921 1112</box>
section-headline: MISSING LADS <box>938 732 1082 761</box>
section-headline: SALVATION ARMY <box>192 57 328 103</box>
section-subheading: AGAINST BOOTH'S AUTOCRACY <box>217 284 303 302</box>
dateline: WELLINGTON, Jan. 16. <box>814 856 898 866</box>
article-paragraph: A printed letter in similar terms was sent to three hundred British branches, including the staff at Sunbury post office, which were overwhelmed with replies. <box>190 1380 330 1422</box>
section-headline: GENERAL CABLES <box>636 864 774 911</box>
article-paragraph: Adjutant Herbert Bubbers, of Kingston, addressed a letter to eleven hundred field officers appealing to them to pledge support to General Booth's proposal to establish a new Council during his illness. <box>190 697 330 751</box>
article-paragraph: (Received this day at 9.25. a.m.) OTTAWA, Jan. 15. <box>340 251 476 272</box>
dateline: BERLIN, January 15. <box>224 1578 296 1588</box>
article-paragraph: Detective Waterson said that on the night the body was found he received instructions about 11 p.m. to go to Papanui. His instructions were that the body was there, and his investigations were necessary. Among those present were the doctors. The body was lying dressed on a slide. Witness examined it for signs of injury. It had the appearance of having been knocked about. The left cheek was missing, and the angle of the jaw was badly injured. An eye was swollen and the hair was much covered with blood. Apart from the arms, the rest of the body showed no signs of injury. There was no hat, but the body was fully dressed, with an overcoat buttoned up. There was no money in the pockets, but two letters and two handkerchiefs were found in the pockets of the overcoat. Pieces of the clothing were produced, including a fragment of silk which appeared to be torn or cut. The initials G.N.L.B., those of Godfrey Bayly, were seen on a handkerchief found in a pocket. Blood stains were observed by witness on the skirt. He was sure the stains were there before he removed the clothing from the body. <box>486 161 624 472</box>
wire-credit: (By Telegraph—Press Association). <box>498 136 612 146</box>
section-divider <box>683 1174 727 1175</box>
section-subheading: OFFICIAL REPORT. <box>64 90 150 100</box>
dateline: WASHINGTON, Jan. 15. <box>814 437 898 447</box>
article-paragraph: There is much conjecture whether Mrs Booth will be allowed to appear before the Council with the eloquence which won over thousands, in the hope of saving her husband. <box>190 1105 330 1158</box>
section-headline: LATE LOCALS. <box>938 1057 1082 1086</box>
section-divider <box>85 262 129 263</box>
margin-mark <box>10 125 14 133</box>
column-rule <box>185 56 186 1596</box>
article-paragraph: The Coroner: Don't you think it very improper for you to remove the clothing?—The regulations say we must thoroughly examine a body. <box>486 562 624 604</box>
article-paragraph: (Received this day at 8.30. a.m.) WASHINGTON, Jan. 15. <box>786 208 926 229</box>
section-subheading: FREIGHT CHARGES SECRECY. <box>636 1180 774 1190</box>
article-paragraph: Genuine bargains in silks, dress goods, hosiery, napery, costumes, coats, household drapery; at Schroder's Summer Sale, commencing Tuesday, January 15th.—Schroder and Co. —Advt. <box>936 1341 1084 1394</box>
dateline: SYDNEY, Jan. 16. <box>979 515 1041 525</box>
article-paragraph: Sydney and Melbourne wheat markets have hardened as a result of the decision. <box>936 471 1084 492</box>
news-column <box>630 54 780 1620</box>
dateline: BELGRADE, Jan. 13. <box>371 1257 445 1267</box>
article-paragraph: A dramatic last minute change in General Booth's reply to the Council is likely to bring the final settlement to the courts. His refusal to retire, according to the "Daily Mail" was strengthened as a result of telephonic communication between the sick room and London. <box>190 534 330 609</box>
dateline: LONDON, Jan. 15. <box>228 305 292 314</box>
article-paragraph: Describing his visit to the place where the body was found, the Detective said that traces of blood were found on leaves under the body where the girl was lying. <box>486 474 624 516</box>
